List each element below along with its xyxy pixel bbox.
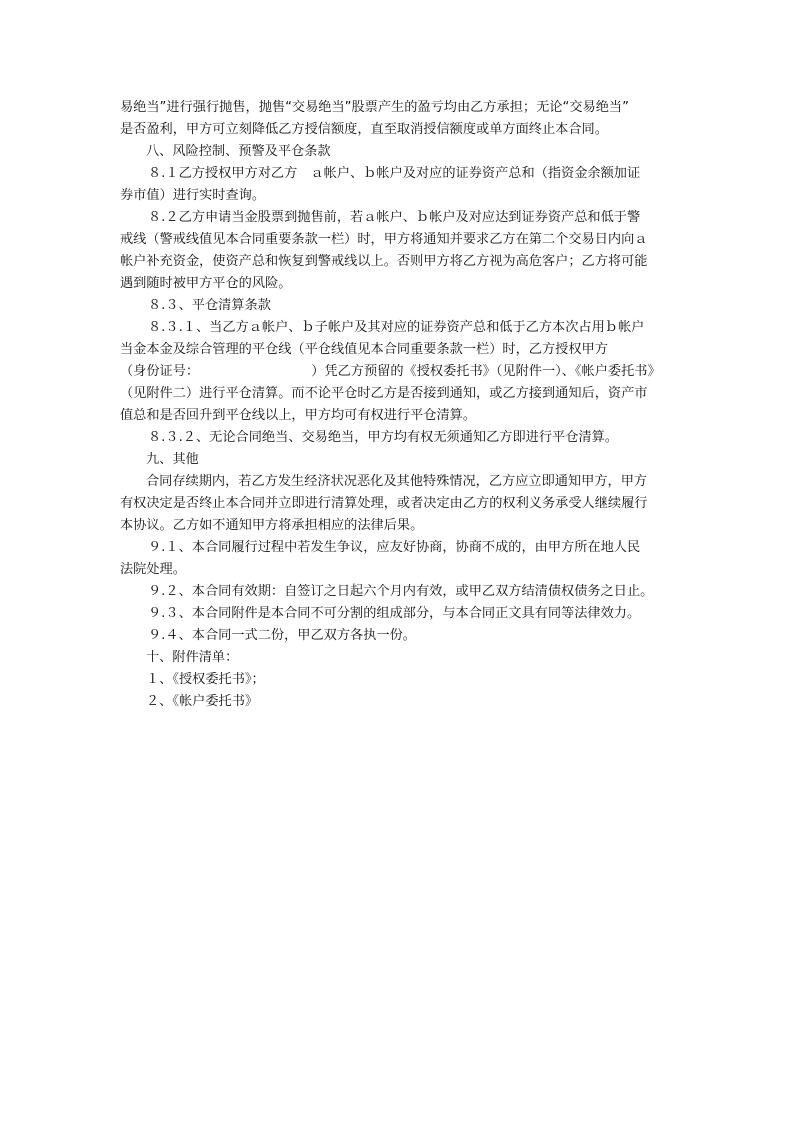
document-body — [120, 97, 685, 713]
body-text-line: 当金本金及综合管理的平仓线（平仓线值见本合同重要条款一栏）时，乙方授权甲方 — [120, 342, 608, 357]
clause-text-line: ８.３.１、当乙方ａ帐户、ｂ子帐户及其对应的证券资产总和低于乙方本次占用ｂ帐户 — [148, 320, 645, 335]
section-heading: 八、风险控制、预警及平仓条款 — [146, 144, 331, 159]
subsection-heading: ８.３、平仓清算条款 — [148, 298, 271, 313]
clause-text-line: ９.４、本合同一式二份，甲乙双方各执一份。 — [148, 628, 416, 643]
clause-text-line: ８.３.２、无论合同绝当、交易绝当，甲方均有权无须通知乙方即进行平仓清算。 — [148, 430, 618, 445]
body-text-line: 易绝当”进行强行抛售，抛售“交易绝当”股票产生的盈亏均由乙方承担；无论“交易绝当” — [120, 100, 629, 115]
clause-text-line: ９.２、本合同有效期：自签订之日起六个月内有效，或甲乙双方结清债权债务之日止。 — [148, 584, 654, 599]
body-text-line: 戒线（警戒线值见本合同重要条款一栏）时，甲方将通知并要求乙方在第二个交易日内向ａ — [120, 232, 648, 247]
body-text-line: 本协议。乙方如不通知甲方将承担相应的法律后果。 — [120, 518, 424, 533]
body-text-line: 值总和是否回升到平仓线以上，甲方均可有权进行平仓清算。 — [120, 408, 477, 423]
paragraph-first-line: 合同存续期内，若乙方发生经济状况恶化及其他特殊情况，乙方应立即通知甲方，甲方 — [146, 474, 648, 489]
clause-text-line: ８.２乙方申请当金股票到抛售前，若ａ帐户、ｂ帐户及对应达到证券资产总和低于警 — [148, 210, 641, 225]
body-text-line: 有权决定是否终止本合同并立即进行清算处理，或者决定由乙方的权利义务承受人继续履行 — [120, 496, 648, 511]
attachment-list-item: １、《授权委托书》； — [146, 672, 265, 687]
section-heading: 九、其他 — [146, 452, 199, 467]
clause-text-line: ９.１、本合同履行过程中若发生争议，应友好协商，协商不成的，由甲方所在地人民 — [148, 540, 641, 555]
clause-text-line: ９.３、本合同附件是本合同不可分割的组成部分，与本合同正文具有同等法律效力。 — [148, 606, 641, 621]
body-text-line: 券市值）进行实时查询。 — [120, 188, 266, 203]
section-heading: 十、附件清单： — [146, 650, 239, 665]
body-text-line: 帐户补充资金，使资产总和恢复到警戒线以上。否则甲方将乙方视为高危客户；乙方将可能 — [120, 254, 648, 269]
body-text-line: 遇到随时被甲方平仓的风险。 — [120, 276, 292, 291]
body-text-line: 法院处理。 — [120, 562, 186, 577]
body-text-line: 是否盈利，甲方可立刻降低乙方授信额度，直至取消授信额度或单方面终止本合同。 — [120, 122, 608, 137]
attachment-list-item: ２、《帐户委托书》 — [146, 694, 259, 709]
clause-text-line: ８.１乙方授权甲方对乙方 ａ帐户、ｂ帐户及对应的证券资产总和（指资金余额加证 — [148, 166, 641, 181]
body-text-line: （见附件二）进行平仓清算。而不论平仓时乙方是否接到通知，或乙方接到通知后，资产市 — [120, 386, 648, 401]
body-text-line: （身份证号： ）凭乙方预留的《授权委托书》（见附件一）、《帐户委托书》 — [120, 364, 661, 379]
